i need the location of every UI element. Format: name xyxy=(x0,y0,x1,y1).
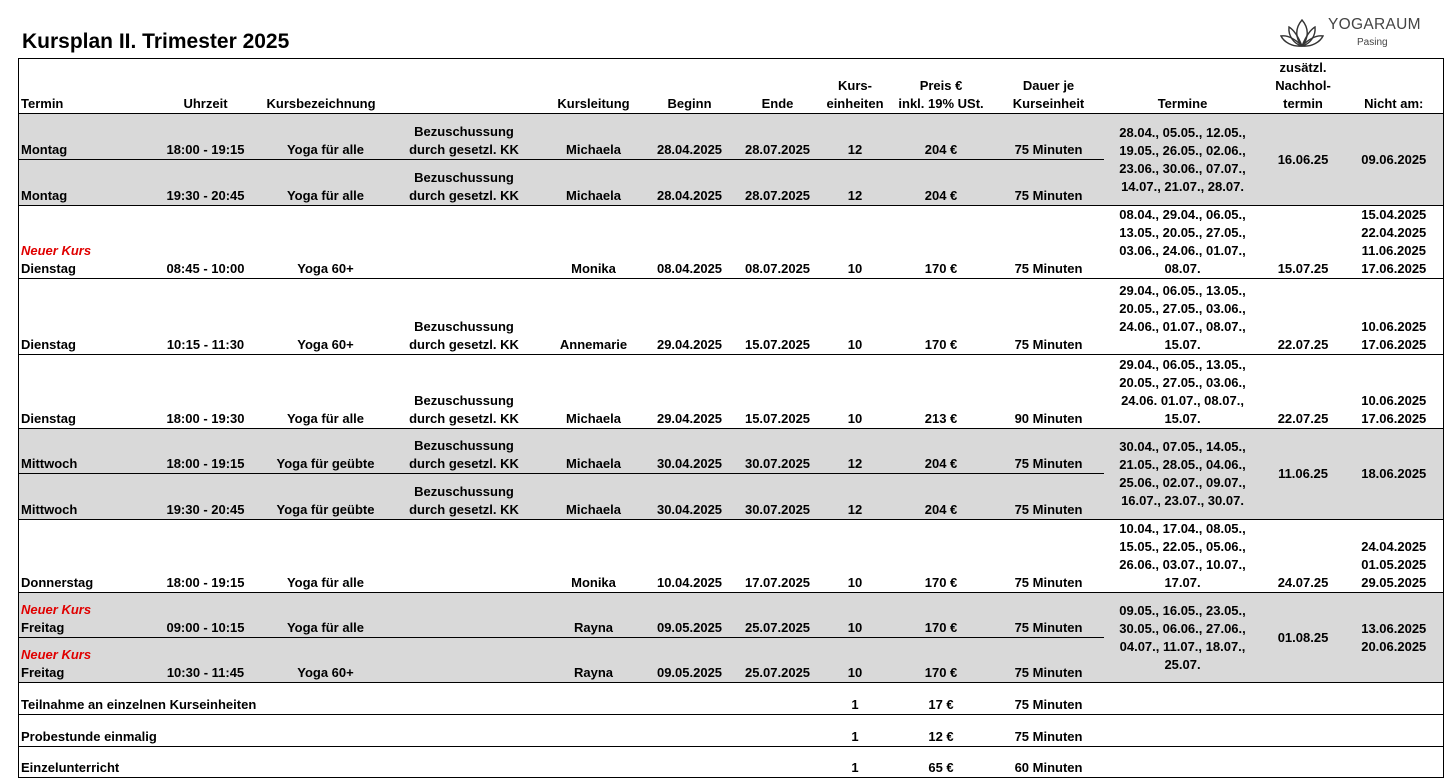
col-kursbezeichnung: Kursbezeichnung xyxy=(265,59,542,114)
cell-zuschuss xyxy=(387,638,542,683)
cell-preis: 65 € xyxy=(889,747,994,778)
col-dauer: Dauer je Kurseinheit xyxy=(994,59,1104,114)
weekday: Dienstag xyxy=(21,337,76,352)
cell-kursleitung: Michaela xyxy=(542,429,646,474)
cell-ende: 15.07.2025 xyxy=(734,279,822,355)
extra-row xyxy=(19,715,1444,747)
cell-preis: 170 € xyxy=(889,593,994,638)
cell-nicht-am: 15.04.2025 22.04.2025 11.06.2025 17.06.2025 xyxy=(1345,206,1444,279)
cell-dauer: 75 Minuten xyxy=(994,160,1104,206)
new-course-badge: Neuer Kurs xyxy=(21,243,92,258)
cell-termine: 30.04., 07.05., 14.05., 21.05., 28.05., 04.06., 25.06., 02.07., 09.07., 16.07., 23.07., 30.07. xyxy=(1104,429,1262,520)
cell-termin xyxy=(19,593,147,638)
new-course-badge: Neuer Kurs xyxy=(21,647,92,662)
new-course-badge: Neuer Kurs xyxy=(21,602,92,617)
cell-termin xyxy=(19,429,147,474)
cell-dauer: 75 Minuten xyxy=(994,114,1104,160)
schedule-table xyxy=(18,58,1444,778)
cell-kursleitung: Michaela xyxy=(542,474,646,520)
cell-einheiten: 12 xyxy=(822,160,889,206)
cell-kurs: Yoga für geübte xyxy=(265,474,387,520)
cell-uhrzeit: 10:15 - 11:30 xyxy=(147,279,265,355)
cell-empty xyxy=(1104,747,1444,778)
cell-kurs: Yoga für alle xyxy=(265,520,387,593)
col-preis: Preis € inkl. 19% USt. xyxy=(889,59,994,114)
cell-einheiten: 12 xyxy=(822,474,889,520)
cell-termin xyxy=(19,160,147,206)
cell-nicht-am: 10.06.2025 17.06.2025 xyxy=(1345,355,1444,429)
cell-kurs: Yoga für alle xyxy=(265,355,387,429)
cell-kurs: Yoga für alle xyxy=(265,114,387,160)
cell-zuschuss: Bezuschussung durch gesetzl. KK xyxy=(387,279,542,355)
weekday: Freitag xyxy=(21,620,65,635)
cell-einheiten: 1 xyxy=(822,747,889,778)
cell-uhrzeit: 08:45 - 10:00 xyxy=(147,206,265,279)
cell-kurs: Yoga für geübte xyxy=(265,429,387,474)
cell-ende: 25.07.2025 xyxy=(734,638,822,683)
cell-kursleitung: Annemarie xyxy=(542,279,646,355)
table-row xyxy=(19,593,1444,638)
cell-einheiten: 1 xyxy=(822,715,889,747)
page-title: Kursplan II. Trimester 2025 xyxy=(22,30,290,53)
cell-preis: 204 € xyxy=(889,160,994,206)
cell-zuschuss: Bezuschussung durch gesetzl. KK xyxy=(387,160,542,206)
cell-preis: 170 € xyxy=(889,520,994,593)
cell-ende: 30.07.2025 xyxy=(734,474,822,520)
cell-dauer: 75 Minuten xyxy=(994,429,1104,474)
cell-kurs: Yoga 60+ xyxy=(265,279,387,355)
cell-zuschuss: Bezuschussung durch gesetzl. KK xyxy=(387,355,542,429)
cell-empty xyxy=(1104,683,1444,715)
cell-beginn: 09.05.2025 xyxy=(646,593,734,638)
cell-termin xyxy=(19,206,147,279)
cell-ende: 28.07.2025 xyxy=(734,114,822,160)
cell-kursleitung: Rayna xyxy=(542,593,646,638)
cell-nachholtermin: 22.07.25 xyxy=(1262,355,1345,429)
cell-termin xyxy=(19,355,147,429)
cell-beginn: 29.04.2025 xyxy=(646,279,734,355)
cell-preis: 12 € xyxy=(889,715,994,747)
weekday: Montag xyxy=(21,142,68,157)
cell-beginn: 30.04.2025 xyxy=(646,429,734,474)
cell-kurs: Yoga 60+ xyxy=(265,206,387,279)
cell-nicht-am: 10.06.2025 17.06.2025 xyxy=(1345,279,1444,355)
cell-einheiten: 12 xyxy=(822,429,889,474)
cell-uhrzeit: 18:00 - 19:15 xyxy=(147,520,265,593)
cell-nachholtermin: 01.08.25 xyxy=(1262,593,1345,683)
cell-dauer: 75 Minuten xyxy=(994,279,1104,355)
cell-beginn: 10.04.2025 xyxy=(646,520,734,593)
cell-einheiten: 10 xyxy=(822,520,889,593)
cell-uhrzeit: 18:00 - 19:15 xyxy=(147,114,265,160)
cell-kurs: Yoga für alle xyxy=(265,160,387,206)
table-row xyxy=(19,520,1444,593)
cell-extra-label: Teilnahme an einzelnen Kurseinheiten xyxy=(19,683,822,715)
cell-einheiten: 10 xyxy=(822,638,889,683)
cell-einheiten: 10 xyxy=(822,355,889,429)
extra-row xyxy=(19,683,1444,715)
col-uhrzeit: Uhrzeit xyxy=(147,59,265,114)
table-row xyxy=(19,114,1444,160)
weekday: Dienstag xyxy=(21,411,76,426)
cell-termine: 08.04., 29.04., 06.05., 13.05., 20.05., 27.05., 03.06., 24.06., 01.07., 08.07. xyxy=(1104,206,1262,279)
cell-termine: 28.04., 05.05., 12.05., 19.05., 26.05., 02.06., 23.06., 30.06., 07.07., 14.07., 21.07., 28.07. xyxy=(1104,114,1262,206)
cell-ende: 30.07.2025 xyxy=(734,429,822,474)
cell-nachholtermin: 24.07.25 xyxy=(1262,520,1345,593)
cell-kursleitung: Michaela xyxy=(542,160,646,206)
cell-extra-label: Probestunde einmalig xyxy=(19,715,822,747)
cell-beginn: 29.04.2025 xyxy=(646,355,734,429)
cell-termine: 09.05., 16.05., 23.05., 30.05., 06.06., 27.06., 04.07., 11.07., 18.07., 25.07. xyxy=(1104,593,1262,683)
cell-extra-label: Einzelunterricht xyxy=(19,747,822,778)
cell-kursleitung: Michaela xyxy=(542,355,646,429)
cell-kursleitung: Monika xyxy=(542,206,646,279)
cell-zuschuss: Bezuschussung durch gesetzl. KK xyxy=(387,114,542,160)
col-ende: Ende xyxy=(734,59,822,114)
weekday: Dienstag xyxy=(21,261,76,276)
cell-preis: 204 € xyxy=(889,429,994,474)
cell-ende: 15.07.2025 xyxy=(734,355,822,429)
cell-nachholtermin: 11.06.25 xyxy=(1262,429,1345,520)
cell-dauer: 75 Minuten xyxy=(994,206,1104,279)
cell-ende: 28.07.2025 xyxy=(734,160,822,206)
cell-beginn: 28.04.2025 xyxy=(646,114,734,160)
cell-preis: 213 € xyxy=(889,355,994,429)
cell-preis: 204 € xyxy=(889,474,994,520)
cell-uhrzeit: 19:30 - 20:45 xyxy=(147,160,265,206)
cell-dauer: 75 Minuten xyxy=(994,683,1104,715)
cell-ende: 08.07.2025 xyxy=(734,206,822,279)
logo-brand: YOGARAUM xyxy=(1328,16,1421,33)
cell-dauer: 75 Minuten xyxy=(994,593,1104,638)
weekday: Mittwoch xyxy=(21,502,78,517)
cell-kurs: Yoga für alle xyxy=(265,593,387,638)
table-row xyxy=(19,279,1444,355)
table-row xyxy=(19,206,1444,279)
cell-termin xyxy=(19,520,147,593)
table-row xyxy=(19,355,1444,429)
cell-uhrzeit: 18:00 - 19:15 xyxy=(147,429,265,474)
table-row xyxy=(19,429,1444,474)
cell-ende: 25.07.2025 xyxy=(734,593,822,638)
cell-uhrzeit: 18:00 - 19:30 xyxy=(147,355,265,429)
cell-termine: 29.04., 06.05., 13.05., 20.05., 27.05., 03.06., 24.06., 01.07., 08.07., 15.07. xyxy=(1104,279,1262,355)
col-termin: Termin xyxy=(19,59,147,114)
cell-preis: 170 € xyxy=(889,279,994,355)
cell-einheiten: 1 xyxy=(822,683,889,715)
cell-uhrzeit: 09:00 - 10:15 xyxy=(147,593,265,638)
col-termine: Termine xyxy=(1104,59,1262,114)
weekday: Mittwoch xyxy=(21,456,78,471)
cell-zuschuss: Bezuschussung durch gesetzl. KK xyxy=(387,474,542,520)
cell-dauer: 75 Minuten xyxy=(994,474,1104,520)
cell-preis: 17 € xyxy=(889,683,994,715)
cell-dauer: 75 Minuten xyxy=(994,520,1104,593)
cell-kursleitung: Monika xyxy=(542,520,646,593)
cell-nicht-am: 13.06.2025 20.06.2025 xyxy=(1345,593,1444,683)
cell-zuschuss xyxy=(387,206,542,279)
cell-beginn: 30.04.2025 xyxy=(646,474,734,520)
logo-sub: Pasing xyxy=(1357,37,1388,48)
cell-termine: 29.04., 06.05., 13.05., 20.05., 27.05., 03.06., 24.06. 01.07., 08.07., 15.07. xyxy=(1104,355,1262,429)
cell-uhrzeit: 19:30 - 20:45 xyxy=(147,474,265,520)
cell-zuschuss xyxy=(387,593,542,638)
cell-empty xyxy=(1104,715,1444,747)
weekday: Freitag xyxy=(21,665,65,680)
cell-termin xyxy=(19,474,147,520)
cell-preis: 170 € xyxy=(889,206,994,279)
col-kursleitung: Kursleitung xyxy=(542,59,646,114)
col-nachholtermin: zusätzl. Nachhol- termin xyxy=(1262,59,1345,114)
cell-nicht-am: 09.06.2025 xyxy=(1345,114,1444,206)
cell-beginn: 28.04.2025 xyxy=(646,160,734,206)
cell-kursleitung: Michaela xyxy=(542,114,646,160)
col-nicht-am: Nicht am: xyxy=(1345,59,1444,114)
cell-nicht-am: 18.06.2025 xyxy=(1345,429,1444,520)
weekday: Montag xyxy=(21,188,68,203)
cell-termin xyxy=(19,279,147,355)
cell-nicht-am: 24.04.2025 01.05.2025 29.05.2025 xyxy=(1345,520,1444,593)
cell-ende: 17.07.2025 xyxy=(734,520,822,593)
cell-termin xyxy=(19,114,147,160)
cell-einheiten: 10 xyxy=(822,593,889,638)
cell-einheiten: 10 xyxy=(822,206,889,279)
cell-dauer: 90 Minuten xyxy=(994,355,1104,429)
cell-dauer: 75 Minuten xyxy=(994,715,1104,747)
header-row xyxy=(19,59,1444,114)
cell-dauer: 60 Minuten xyxy=(994,747,1104,778)
cell-preis: 204 € xyxy=(889,114,994,160)
cell-dauer: 75 Minuten xyxy=(994,638,1104,683)
brand-logo xyxy=(1278,14,1428,54)
weekday: Donnerstag xyxy=(21,575,94,590)
cell-termine: 10.04., 17.04., 08.05., 15.05., 22.05., 05.06., 26.06., 03.07., 10.07., 17.07. xyxy=(1104,520,1262,593)
cell-kursleitung: Rayna xyxy=(542,638,646,683)
cell-einheiten: 10 xyxy=(822,279,889,355)
cell-uhrzeit: 10:30 - 11:45 xyxy=(147,638,265,683)
cell-zuschuss: Bezuschussung durch gesetzl. KK xyxy=(387,429,542,474)
cell-nachholtermin: 15.07.25 xyxy=(1262,206,1345,279)
col-kurseinheiten: Kurs- einheiten xyxy=(822,59,889,114)
col-beginn: Beginn xyxy=(646,59,734,114)
cell-nachholtermin: 16.06.25 xyxy=(1262,114,1345,206)
cell-beginn: 09.05.2025 xyxy=(646,638,734,683)
cell-termin xyxy=(19,638,147,683)
extra-row xyxy=(19,747,1444,778)
lotus-icon xyxy=(1280,16,1324,50)
cell-zuschuss xyxy=(387,520,542,593)
cell-preis: 170 € xyxy=(889,638,994,683)
cell-nachholtermin: 22.07.25 xyxy=(1262,279,1345,355)
cell-beginn: 08.04.2025 xyxy=(646,206,734,279)
cell-einheiten: 12 xyxy=(822,114,889,160)
cell-kurs: Yoga 60+ xyxy=(265,638,387,683)
